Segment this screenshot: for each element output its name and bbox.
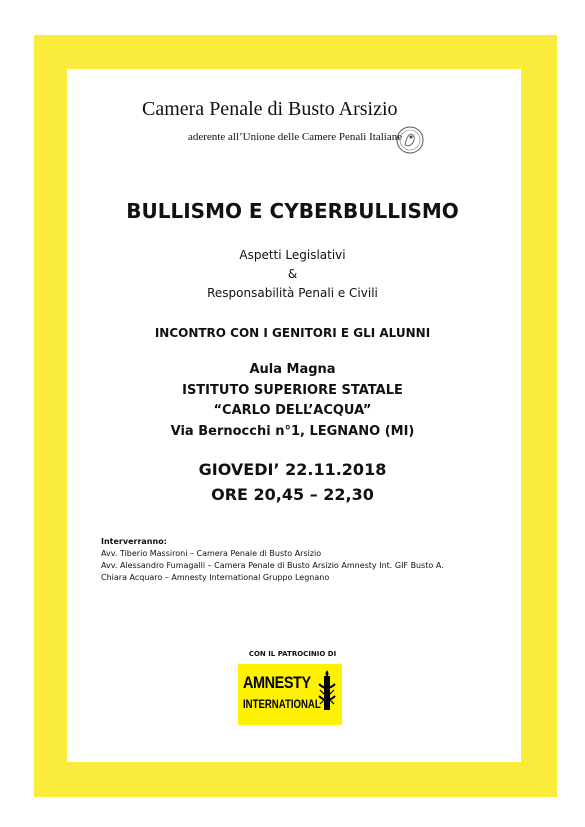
speaker-item: Avv. Alessandro Fumagalli – Camera Penale di Busto Arsizio Amnesty Int. GIF Busto A. <box>101 561 444 570</box>
speakers-label: Interverranno: <box>101 537 167 546</box>
venue-school: ISTITUTO SUPERIORE STATALE <box>182 383 403 398</box>
venue-school-name: “CARLO DELL’ACQUA” <box>213 403 372 418</box>
subtitle-line-1: Aspetti Legislativi <box>239 248 346 262</box>
speaker-item: Avv. Tiberio Massironi – Camera Penale di Busto Arsizio <box>101 549 322 558</box>
venue-address: Via Bernocchi n°1, LEGNANO (MI) <box>170 424 415 439</box>
event-date: GIOVEDI’ 22.11.2018 <box>198 460 387 479</box>
subtitle-ampersand: & <box>287 267 298 281</box>
speakers-list <box>101 536 444 584</box>
organizer-subtitle: aderente all’Unione delle Camere Penali Italiane <box>188 131 403 143</box>
amnesty-logo <box>238 664 342 725</box>
seal-icon <box>395 125 425 155</box>
patronage-label: CON IL PATROCINIO DI <box>248 650 337 658</box>
meeting-heading: INCONTRO CON I GENITORI E GLI ALUNNI <box>154 326 431 340</box>
event-title: BULLISMO E CYBERBULLISMO <box>126 199 459 223</box>
amnesty-logo-line-1: AMNESTY <box>243 673 311 692</box>
event-time: ORE 20,45 – 22,30 <box>211 485 374 504</box>
speaker-item: Chiara Acquaro – Amnesty International Gruppo Legnano <box>101 573 330 582</box>
organizer-title: Camera Penale di Busto Arsizio <box>142 98 398 120</box>
amnesty-logo-line-2: INTERNATIONAL <box>243 697 321 711</box>
venue-room: Aula Magna <box>249 362 336 377</box>
subtitle-line-2: Responsabilità Penali e Civili <box>207 286 378 300</box>
candle-icon <box>317 670 337 718</box>
